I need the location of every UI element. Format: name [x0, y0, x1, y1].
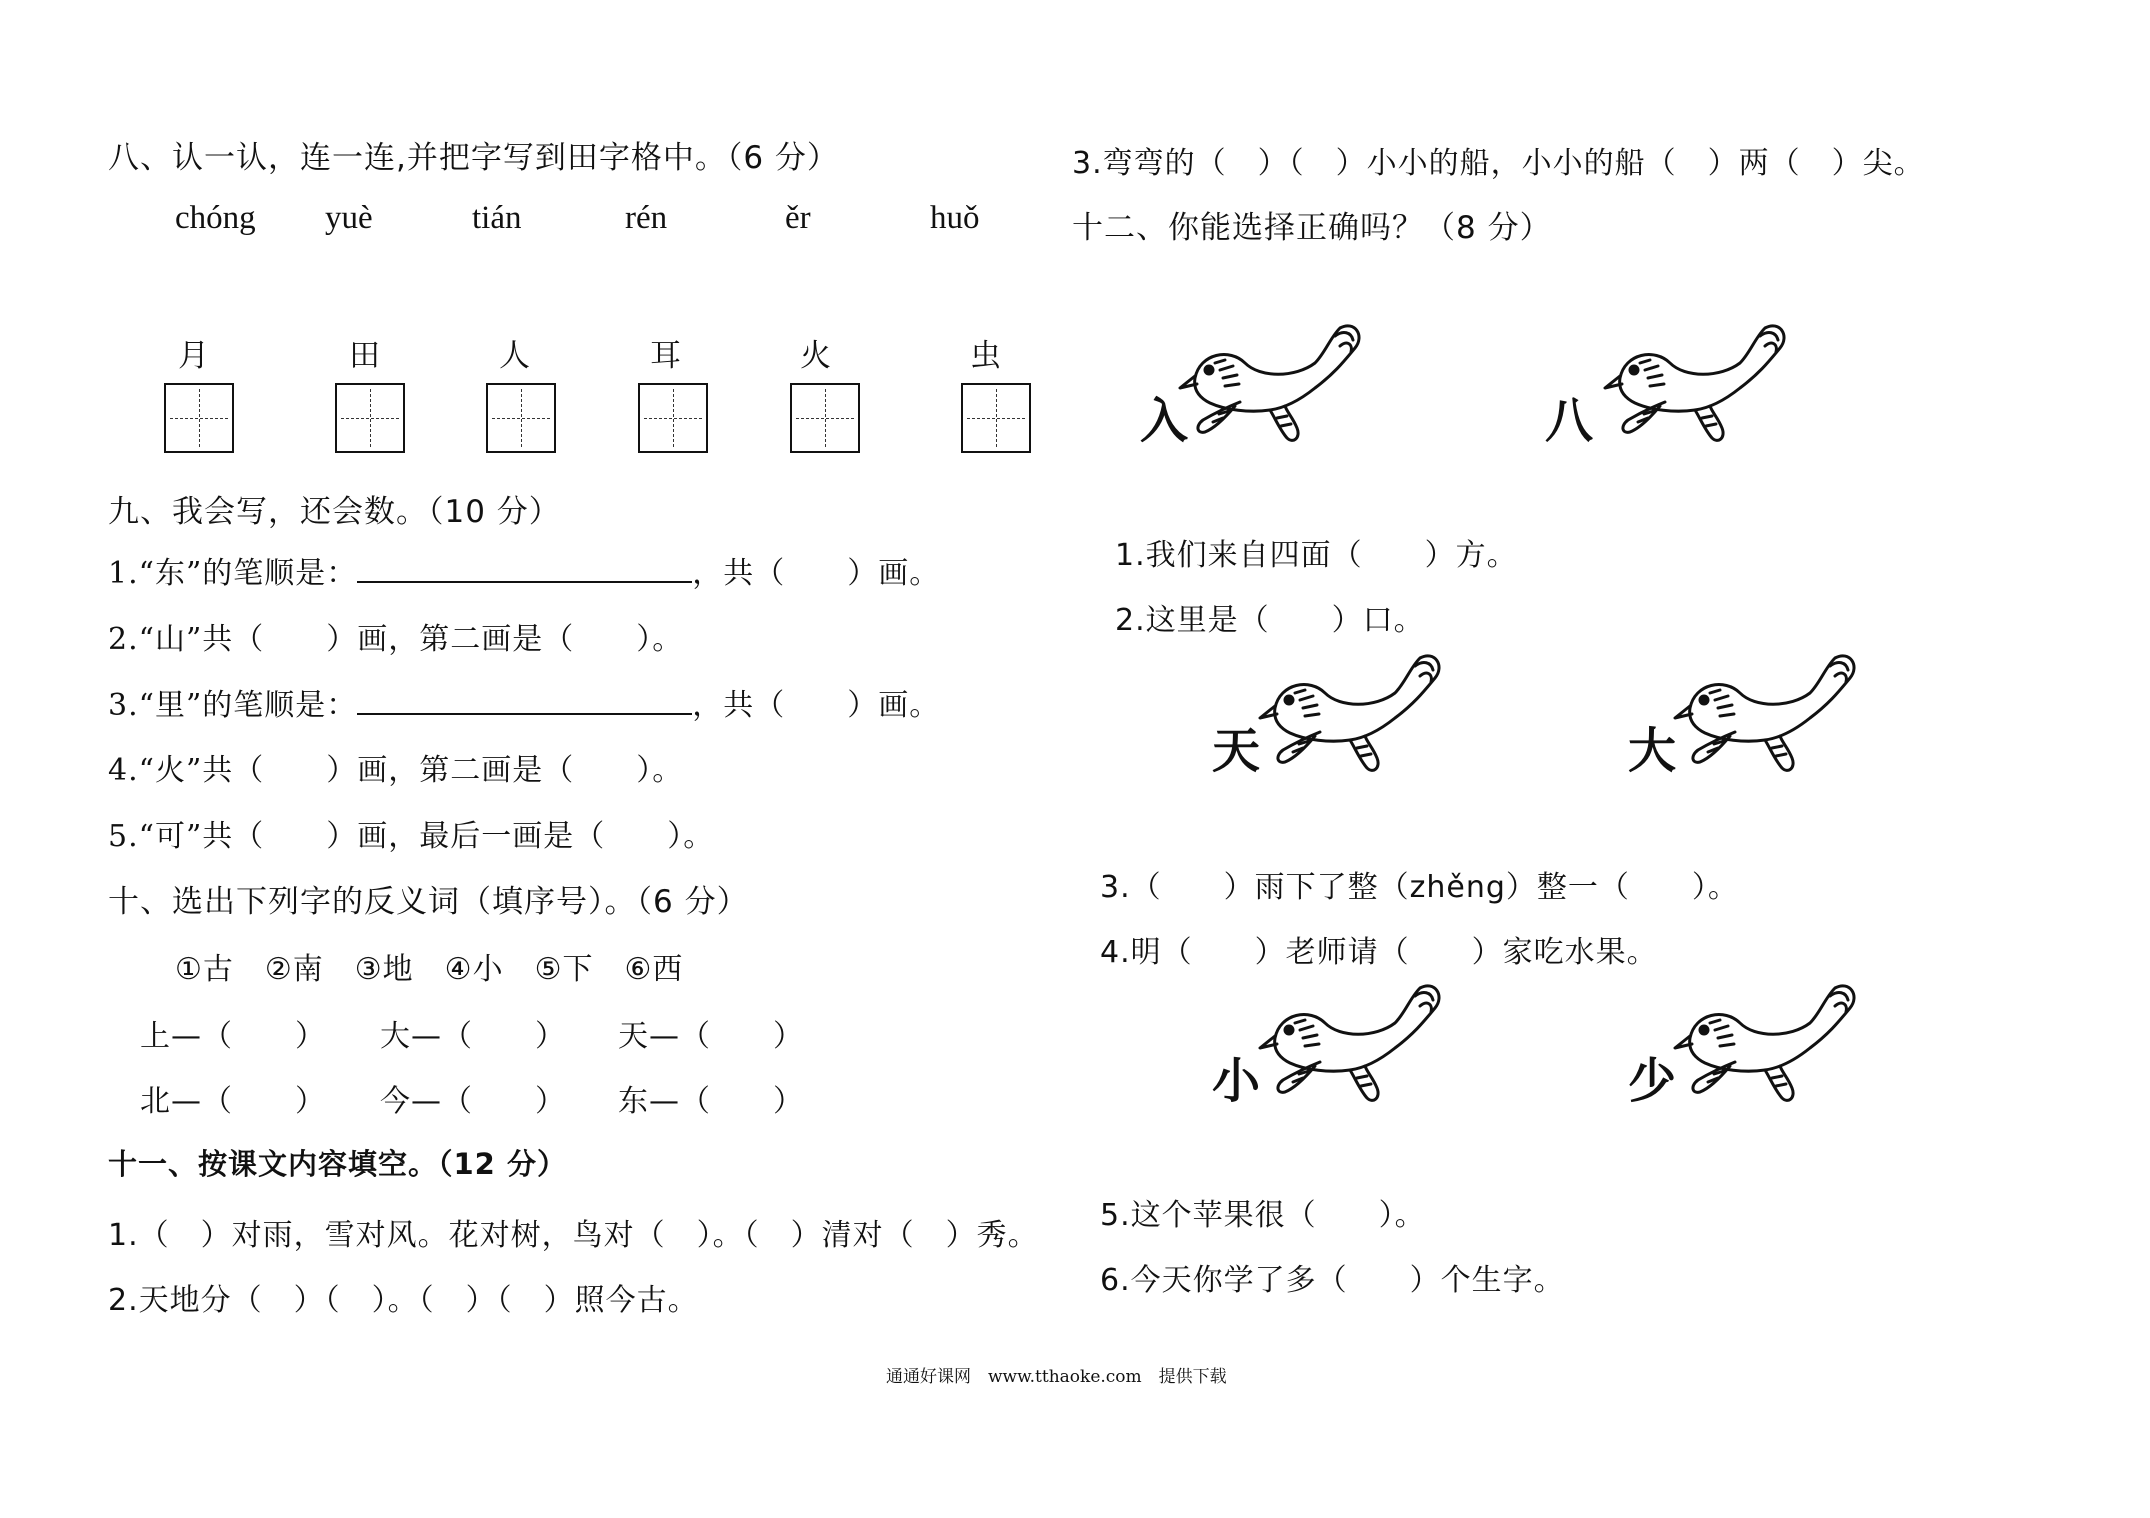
choice-char: 天 [1212, 723, 1261, 779]
sec9-item-3 [108, 680, 940, 724]
choice-char: 小 [1212, 1053, 1261, 1109]
sec9-item-2: 2.“山”共（ ）画，第二画是（ ）。 [108, 622, 684, 657]
choice-char: 入 [1140, 393, 1189, 449]
antonym-options: ①古 ②南 ③地 ④小 ⑤下 ⑥西 [175, 952, 684, 987]
answer-line[interactable] [357, 557, 692, 583]
tianzige-box[interactable] [790, 383, 860, 453]
antonym-item: 上—（ ） [140, 1019, 326, 1054]
pinyin-item: rén [625, 200, 668, 236]
char-item: 月 [178, 338, 209, 374]
choice-question: 4.明（ ）老师请（ ）家吃水果。 [1100, 935, 1658, 970]
antonym-item: 大—（ ） [380, 1019, 566, 1054]
bird-icon [1600, 318, 1790, 448]
char-item: 田 [349, 338, 380, 374]
pinyin-item: yuè [325, 200, 373, 236]
fill-line-3: 3.弯弯的（ ）（ ）小小的船，小小的船（ ）两（ ）尖。 [1072, 146, 1925, 181]
sec9-item-text: 3.“里”的笔顺是： [108, 688, 358, 723]
section-9-title: 九、我会写，还会数。（10 分） [108, 494, 561, 530]
section-11-title: 十一、按课文内容填空。（12 分） [108, 1147, 567, 1181]
antonym-item: 东—（ ） [618, 1084, 804, 1119]
sec9-item-text: ，共（ ）画。 [692, 688, 941, 723]
fill-line-1: 1.（ ）对雨，雪对风。花对树，鸟对（ ）。（ ）清对（ ）秀。 [108, 1218, 1039, 1253]
choice-question: 1.我们来自四面（ ）方。 [1115, 538, 1518, 573]
tianzige-box[interactable] [335, 383, 405, 453]
page-footer: 通通好课网 www.tthaoke.com 提供下载 [886, 1367, 1227, 1387]
bird-icon [1670, 978, 1860, 1108]
section-8-title: 八、认一认，连一连,并把字写到田字格中。（6 分） [108, 140, 839, 176]
char-item: 火 [800, 338, 831, 374]
choice-question: 6.今天你学了多（ ）个生字。 [1100, 1263, 1565, 1298]
antonym-item: 今—（ ） [380, 1084, 566, 1119]
sec9-item-5: 5.“可”共（ ）画，最后一画是（ ）。 [108, 819, 715, 854]
tianzige-box[interactable] [486, 383, 556, 453]
choice-question: 5.这个苹果很（ ）。 [1100, 1198, 1426, 1233]
bird-icon [1175, 318, 1365, 448]
pinyin-item: tián [472, 200, 522, 236]
bird-icon [1670, 648, 1860, 778]
tianzige-box[interactable] [638, 383, 708, 453]
char-item: 虫 [970, 338, 1001, 374]
pinyin-item: ěr [785, 200, 811, 236]
sec9-item-1 [108, 548, 940, 592]
pinyin-item: chóng [175, 200, 256, 236]
sec9-item-text: ，共（ ）画。 [692, 556, 941, 591]
section-12-title: 十二、你能选择正确吗？（8 分） [1072, 210, 1552, 246]
answer-line[interactable] [357, 689, 692, 715]
antonym-item: 北—（ ） [140, 1084, 326, 1119]
choice-char: 大 [1628, 723, 1677, 779]
sec9-item-4: 4.“火”共（ ）画，第二画是（ ）。 [108, 753, 684, 788]
char-item: 耳 [650, 338, 681, 374]
choice-question: 2.这里是（ ）口。 [1115, 603, 1425, 638]
tianzige-box[interactable] [961, 383, 1031, 453]
tianzige-box[interactable] [164, 383, 234, 453]
fill-line-2: 2.天地分（ ）（ ）。（ ）（ ）照今古。 [108, 1283, 699, 1318]
choice-char: 八 [1545, 393, 1594, 449]
pinyin-item: huǒ [930, 200, 980, 236]
char-item: 人 [499, 338, 530, 374]
antonym-item: 天—（ ） [618, 1019, 804, 1054]
bird-icon [1255, 648, 1445, 778]
section-10-title: 十、选出下列字的反义词（填序号）。（6 分） [108, 884, 749, 920]
choice-char: 少 [1628, 1053, 1677, 1109]
bird-icon [1255, 978, 1445, 1108]
sec9-item-text: 1.“东”的笔顺是： [108, 556, 358, 591]
choice-question: 3.（ ）雨下了整（zhěng）整一（ ）。 [1100, 870, 1739, 905]
